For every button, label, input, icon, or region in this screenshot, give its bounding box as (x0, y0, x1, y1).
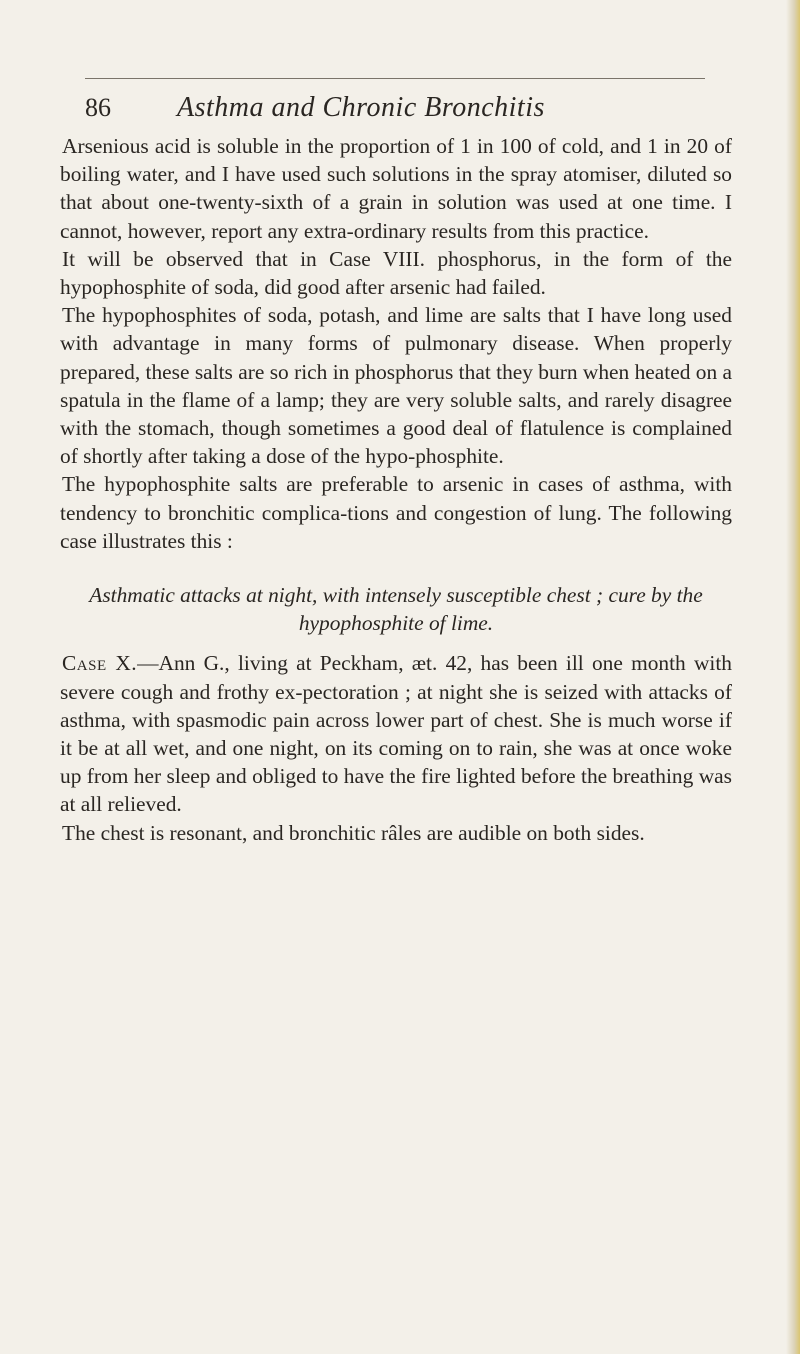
running-title: Asthma and Chronic Bronchitis (177, 92, 545, 123)
paragraph-hypophosphites: The hypophosphites of soda, potash, and lime are salts that I have long used with advantage in many forms of pulmonary disease. When properly prepared, these salts are so rich in phosphorus that they burn when heated on a spatula in the flame of a lamp; they are very soluble salts, and rarely disagree with the stomach, though sometimes a good deal of flatulence is complained of shortly after taking a dose of the hypo-phosphite. (60, 303, 732, 469)
page-header (85, 88, 705, 128)
paragraph-case-viii: It will be observed that in Case VIII. phosphorus, in the form of the hypophosphite of soda, did good after arsenic had failed. (60, 246, 732, 300)
case-label: Case X. (62, 651, 138, 676)
body-text (60, 132, 732, 847)
paragraph-chest: The chest is resonant, and bronchitic râles are audible on both sides. (62, 820, 645, 845)
paragraph-case-x (60, 649, 732, 818)
page-edge (786, 0, 800, 1354)
section-heading: Asthmatic attacks at night, with intensely susceptible chest ; cure by the hypophosphite of lime. (89, 583, 703, 636)
paragraph-arsenious-acid: Arsenious acid is soluble in the proportion of 1 in 100 of cold, and 1 in 20 of boiling water, and I have used such solutions in the spray atomiser, diluted so that about one-twenty-sixth of a grain in solution was used at one time. I cannot, however, report any extra-ordinary results from this practice. (60, 134, 732, 243)
header-rule (85, 78, 705, 79)
case-text: —Ann G., living at Peckham, æt. 42, has been ill one month with severe cough and frothy ex-pectoration ; at night she is seized with attacks of asthma, with spasmodic pain across lower part of chest. She is much worse if it be at all wet, and one night, on its coming on to rain, she was at once woke up from her sleep and obliged to have the fire lighted before the breathing was at all relieved. (60, 651, 732, 817)
page-number: 86 (85, 93, 111, 122)
paragraph-preferable: The hypophosphite salts are preferable to arsenic in cases of asthma, with tendency to bronchitic complica-tions and congestion of lung. The following case illustrates this : (60, 472, 732, 553)
